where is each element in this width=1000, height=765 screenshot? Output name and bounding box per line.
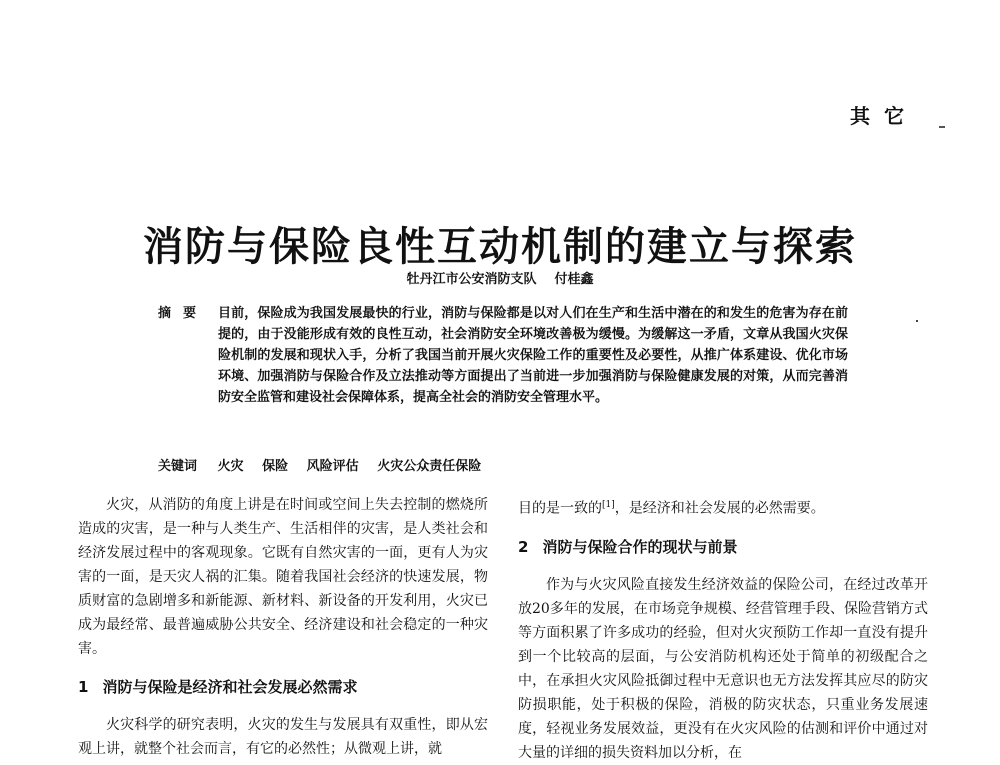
section-2-number: 2 [518, 537, 529, 556]
abstract-text: 目前，保险成为我国发展最快的行业，消防与保险都是以对人们在生产和生活中潜在的和发生的危害为存在前提的，由于没能形成有效的良性互动，社会消防安全环境改善极为缓慢。为缓解这一矛盾，文章从我国火灾保险机制的发展和现状入手，分析了我国当前开展火灾保险工作的重要性及必要性，从推广体系建设、优化市场环境、加强消防与保险合作及立法推动等方面提出了当前进一步加强消防与保险健康发展的对策，从而完善消防安全监管和建设社会保障体系，提高全社会的消防安全管理水平。 [218, 306, 848, 405]
intro-paragraph: 火灾，从消防的角度上讲是在时间或空间上失去控制的燃烧所造成的灾害，是一种与人类生产、生活相伴的灾害，是人类社会和经济发展过程中的客观现象。它既有自然灾害的一面，更有人为灾害的一面，是天灾人祸的汇集。随着我国社会经济的快速发展，物质财富的急剧增多和新能源、新材料、新设备的开发利用，火灾已成为最经常、最普遍威胁公共安全、经济建设和社会稳定的一种灾害。 [78, 497, 488, 657]
keyword: 火灾 [217, 459, 244, 474]
scan-speck [916, 320, 918, 322]
keywords-block [158, 455, 848, 474]
section-1-paragraph: 火灾科学的研究表明，火灾的发生与发展具有双重性，即从宏观上讲，就整个社会而言，有它的必然性；从微观上讲，就 [78, 717, 488, 757]
section-2-heading [518, 535, 928, 559]
author-affiliation: 牡丹江市公安消防支队 [406, 272, 537, 287]
header-rule-mark [939, 126, 945, 128]
carryover-paragraph [518, 493, 928, 521]
section-1-number: 1 [78, 678, 89, 696]
section-1-heading [78, 675, 488, 699]
byline [0, 268, 1000, 287]
carryover-text: 目的是一致的 [518, 500, 602, 517]
left-column [78, 493, 488, 761]
section-1-title: 消防与保险是经济和社会发展必然需求 [102, 678, 358, 696]
carryover-text-end: ，是经济和社会发展的必然需要。 [614, 500, 825, 517]
right-column [518, 493, 928, 765]
article-title: 消防与保险良性互动机制的建立与探索 [143, 223, 857, 270]
keywords-label: 关键词 [158, 459, 198, 474]
section-2-paragraph: 作为与火灾风险直接发生经济效益的保险公司，在经过改革开放20多年的发展，在市场竞争规模、经营管理手段、保险营销方式等方面积累了许多成功的经验，但对火灾预防工作却一直没有提升到一个比较高的层面，与公安消防机构还处于简单的初级配合之中，在承担火灾风险抵御过程中无意识也无方法发挥其应尽的防灾防损职能，处于积极的保险，消极的防灾状态，只重业务发展速度，轻视业务发展效益，更没有在火灾风险的估测和评价中通过对大量的详细的损失资料加以分析，在 [518, 576, 928, 761]
abstract-label: 摘要 [158, 306, 209, 321]
section-tag: 其它 [850, 104, 918, 128]
citation-ref: [1] [602, 500, 615, 510]
author-name: 付桂鑫 [554, 272, 594, 287]
keyword: 火灾公众责任保险 [377, 459, 482, 474]
keyword: 保险 [262, 459, 289, 474]
abstract-block [158, 303, 848, 408]
keyword: 风险评估 [306, 459, 359, 474]
section-2-title: 消防与保险合作的现状与前景 [542, 537, 738, 556]
